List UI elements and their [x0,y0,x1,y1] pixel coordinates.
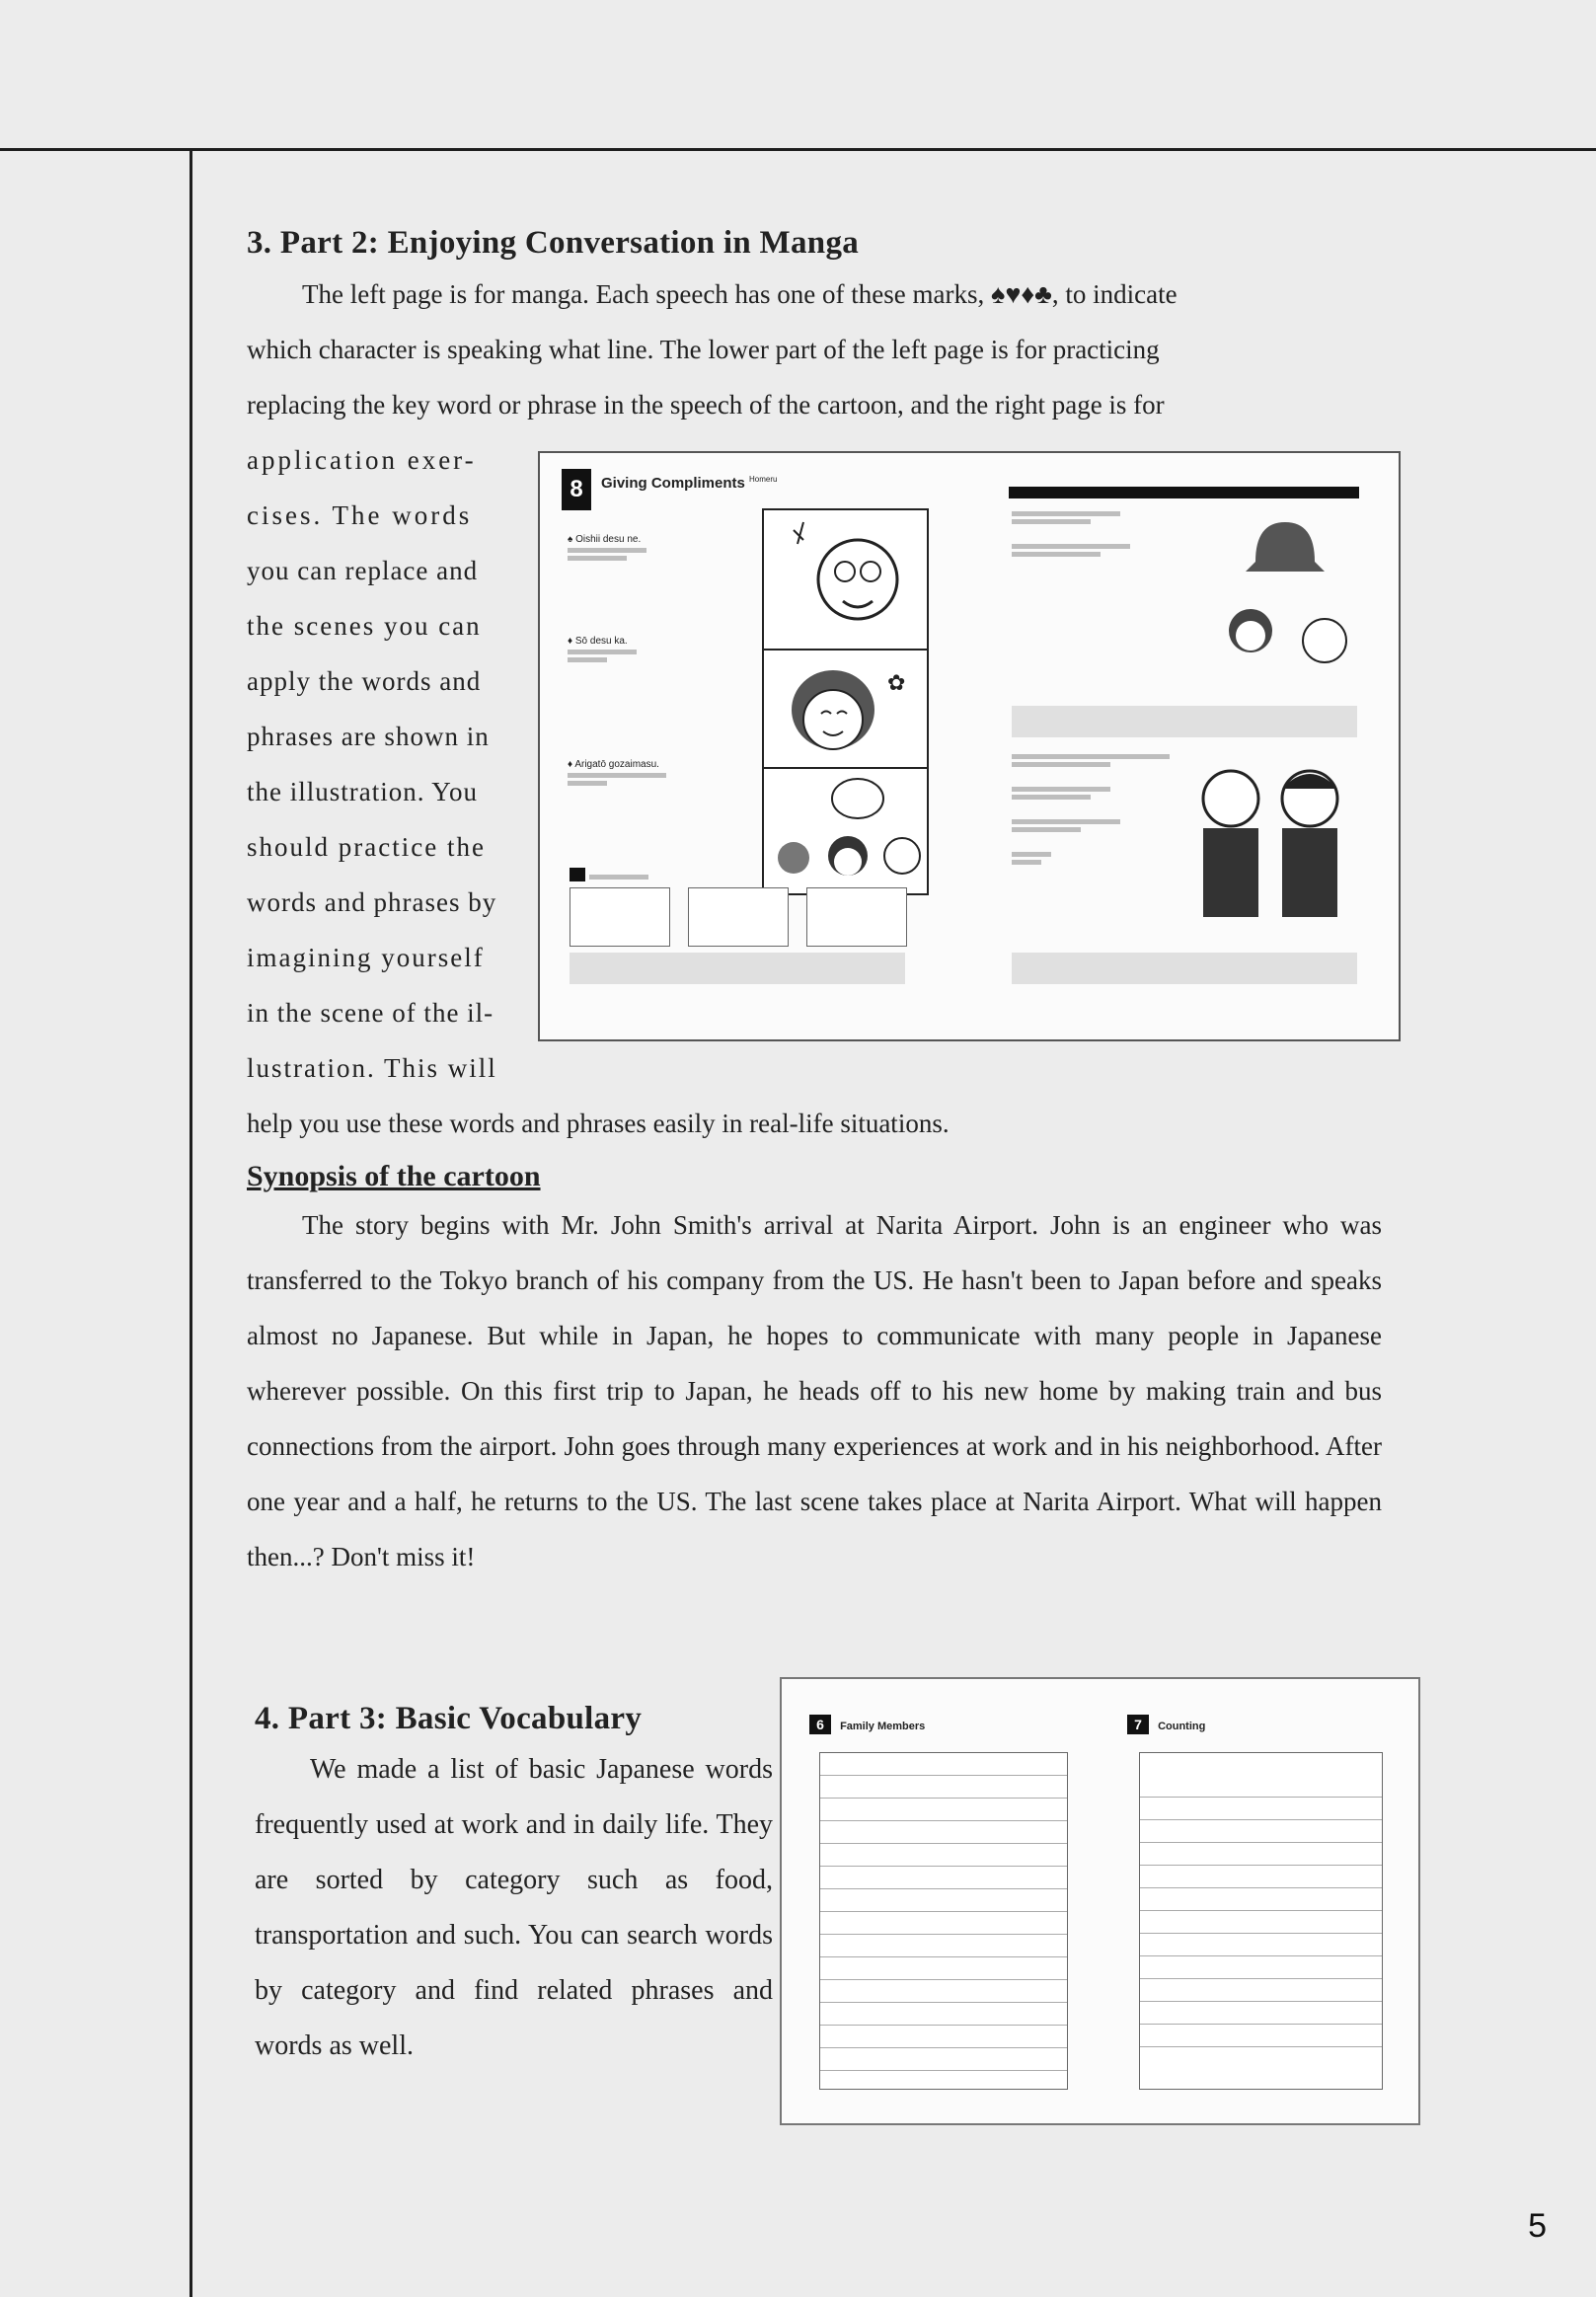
side-line: phrases are shown in [247,721,490,751]
side-line: the scenes you can [247,610,482,641]
side-line: application exer- [247,444,477,475]
practice-badge [570,868,585,881]
speech-line [568,636,637,665]
side-line: in the scene of the il- [247,997,494,1028]
exercise-caption-row [1012,953,1357,984]
speech-line [568,759,666,789]
exercise-lines-2 [1012,751,1189,868]
vocab-table-left [819,1752,1068,2090]
vocab-table-right [1139,1752,1383,2090]
section4-heading: 4. Part 3: Basic Vocabulary [255,1701,643,1736]
category-title: Counting [1158,1721,1206,1732]
synopsis-heading: Synopsis of the cartoon [247,1159,541,1192]
section4-text: We made a list of basic Japanese words frequently used at work and in daily life. They are sorted by category such as food, transportation and such. You can search words by category and find related phrases and words as well. [255,1753,773,2061]
exercise-lines [1012,508,1160,560]
section4 [255,1698,773,2074]
intro-line: The left page is for manga. Each speech has one of these marks, ♠♥♦♣, to indicate [302,278,1178,309]
side-line: the illustration. You [247,776,479,806]
section3-heading: 3. Part 2: Enjoying Conversation in Manga [247,225,860,261]
exercise-illustration [1172,749,1369,927]
practice-thumbnail [806,887,907,947]
side-line: words and phrases by [247,886,497,917]
section3-closing: help you use these words and phrases easily in real-life situations. [247,1108,950,1138]
category-title: Family Members [840,1721,926,1732]
right-page-title [1127,1715,1205,1734]
category-number: 7 [1127,1715,1149,1734]
side-line: you can replace and [247,555,479,585]
side-line: lustration. This will [247,1052,497,1083]
category-number: 6 [809,1715,831,1734]
intro-line: replacing the key word or phrase in the speech of the cartoon, and the right page is for [247,389,1165,420]
lesson-title [601,475,777,492]
exercise-caption-row [1012,706,1357,737]
synopsis-text: The story begins with Mr. John Smith's arrival at Narita Airport. John is an engineer who was transferred to the Tokyo branch of his company from the US. He hasn't been to Japan before and speaks almost no Japanese. But while in Japan, he hopes to communicate with many people in Japanese wherever possible. On this first trip to Japan, he heads off to his new home by making train and bus connections from the airport. John goes through many experiences at work and in his neighborhood. After one year and a half, he returns to the US. The last scene takes place at Narita Airport. What will happen then...? Don't miss it! [247,1209,1382,1571]
speech-text: ♦ Sō desu ka. [568,636,628,647]
svg-text:✿: ✿ [887,670,906,695]
practice-captions [570,953,905,984]
page-number: 5 [1528,2207,1547,2245]
right-page-header-bar [1009,487,1359,498]
lesson-badge [562,469,591,510]
manga-panel [762,508,929,651]
section3-side-text [247,432,528,1096]
practice-thumbnail [688,887,789,947]
side-line: imagining yourself [247,942,485,972]
manga-panel [762,649,929,769]
exercise-illustration [1191,502,1359,670]
speech-line [568,534,646,564]
speech-text: ♠ Oishii desu ne. [568,534,642,545]
character-illustration [764,769,927,893]
page-content [247,222,1382,2061]
character-illustration [764,510,927,649]
intro-line: which character is speaking what line. The lower part of the left page is for practicing [247,334,1160,364]
lesson-subtitle: Homeru [749,475,778,484]
lesson-title-text: Giving Compliments [601,475,745,492]
left-margin-rule [190,150,192,2297]
two-men-illustration [1172,749,1369,927]
lesson-number: 8 [562,469,591,510]
speech-text: ♦ Arigatō gozaimasu. [568,759,659,770]
character-illustration [764,651,927,767]
section3-intro [247,267,1382,432]
top-rule [0,148,1596,151]
side-line: should practice the [247,831,486,862]
bell-character-illustration [1191,502,1359,670]
manga-sample-figure [538,451,1401,1041]
practice-bar [589,872,648,882]
side-line: cises. The words [247,499,473,530]
side-line: apply the words and [247,665,482,696]
left-page-title [809,1715,925,1734]
vocabulary-sample-figure [780,1677,1420,2125]
manga-panel [762,767,929,895]
practice-thumbnail [570,887,670,947]
